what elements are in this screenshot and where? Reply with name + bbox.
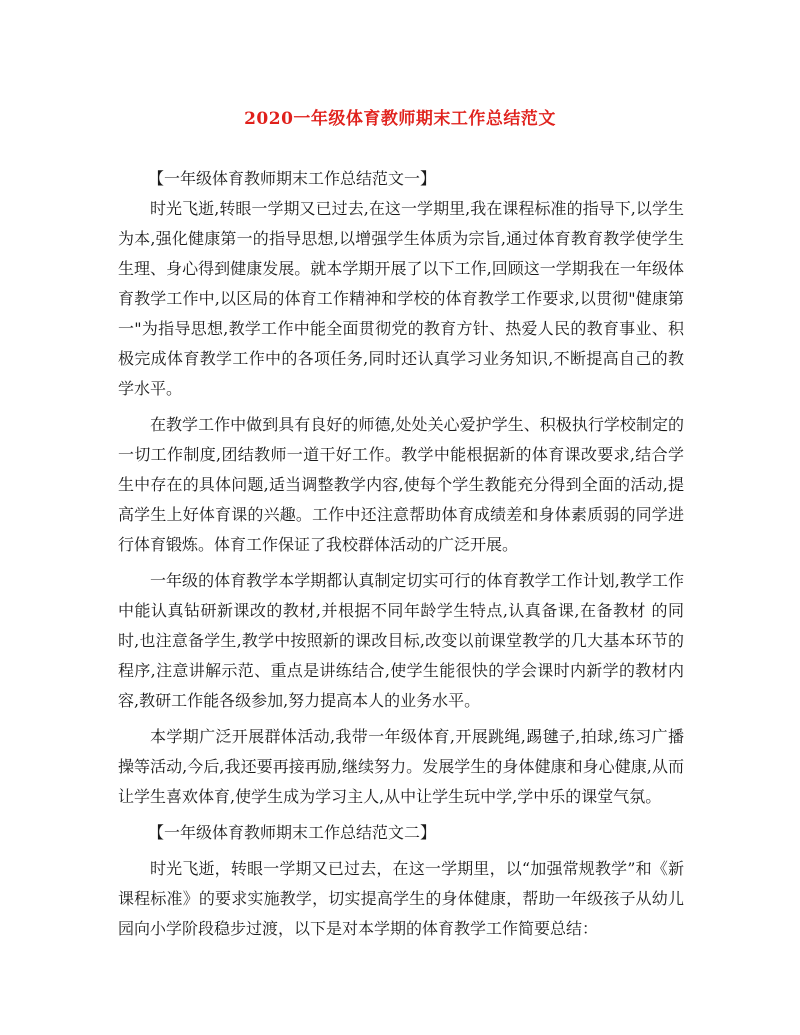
section-heading-1: 【一年级体育教师期末工作总结范文一】	[148, 169, 437, 188]
page-title: 2020一年级体育教师期末工作总结范文	[244, 109, 556, 129]
paragraph: 时光飞逝,转眼一学期又已过去,在这一学期里,我在课程标准的指导下,以学生为本,强化健康第一的指导思想,以增强学生体质为宗旨,通过体育教育教学使学生生理、身心得到健康发展。就本学期开展了以下工作,回顾这一学期我在一年级体育教学工作中,以区局的体育工作精神和学校的体育教学工作要求,以贯彻"健康第一"为指导思想,教学工作中能全面贯彻党的教育方针、热爱人民的教育事业、积极完成体育教学工作中的各项任务,同时还认真学习业务知识,不断提高自己的教学水平。	[118, 199, 684, 398]
paragraph: 在教学工作中做到具有良好的师德,处处关心爱护学生、积极执行学校制定的一切工作制度,团结教师一道干好工作。教学中能根据新的体育课改要求,结合学生中存在的具体问题,适当调整教学内容,使每个学生教能充分得到全面的活动,提高学生上好体育课的兴趣。工作中还注意帮助体育成绩差和身体素质弱的同学进行体育锻炼。体育工作保证了我校群体活动的广泛开展。	[118, 415, 684, 554]
paragraph: 本学期广泛开展群体活动,我带一年级体育,开展跳绳,踢毽子,拍球,练习广播操等活动,今后,我还要再接再励,继续努力。发展学生的身体健康和身心健康,从而让学生喜欢体育,使学生成为学习主人,从中让学生玩中学,学中乐的课堂气氛。	[118, 727, 684, 806]
section-heading-2: 【一年级体育教师期末工作总结范文二】	[148, 823, 437, 842]
paragraph: 时光飞逝，转眼一学期又已过去，在这一学期里，以“加强常规教学”和《新课程标准》的要求实施教学，切实提高学生的身体健康，帮助一年级孩子从幼儿园向小学阶段稳步过渡，以下是对本学期的体育教学工作简要总结：	[118, 859, 684, 938]
paragraph: 一年级的体育教学本学期都认真制定切实可行的体育教学工作计划,教学工作中能认真钻研新课改的教材,并根据不同年龄学生特点,认真备课,在备教材 的同时,也注意备学生,教学中按照新的课改目标,改变以前课堂教学的几大基本环节的程序,注意讲解示范、重点是讲练结合,使学生能很快的学会课时内新学的教材内容,教研工作能各级参加,努力提高本人的业务水平。	[118, 571, 684, 710]
document-body	[118, 158, 684, 944]
